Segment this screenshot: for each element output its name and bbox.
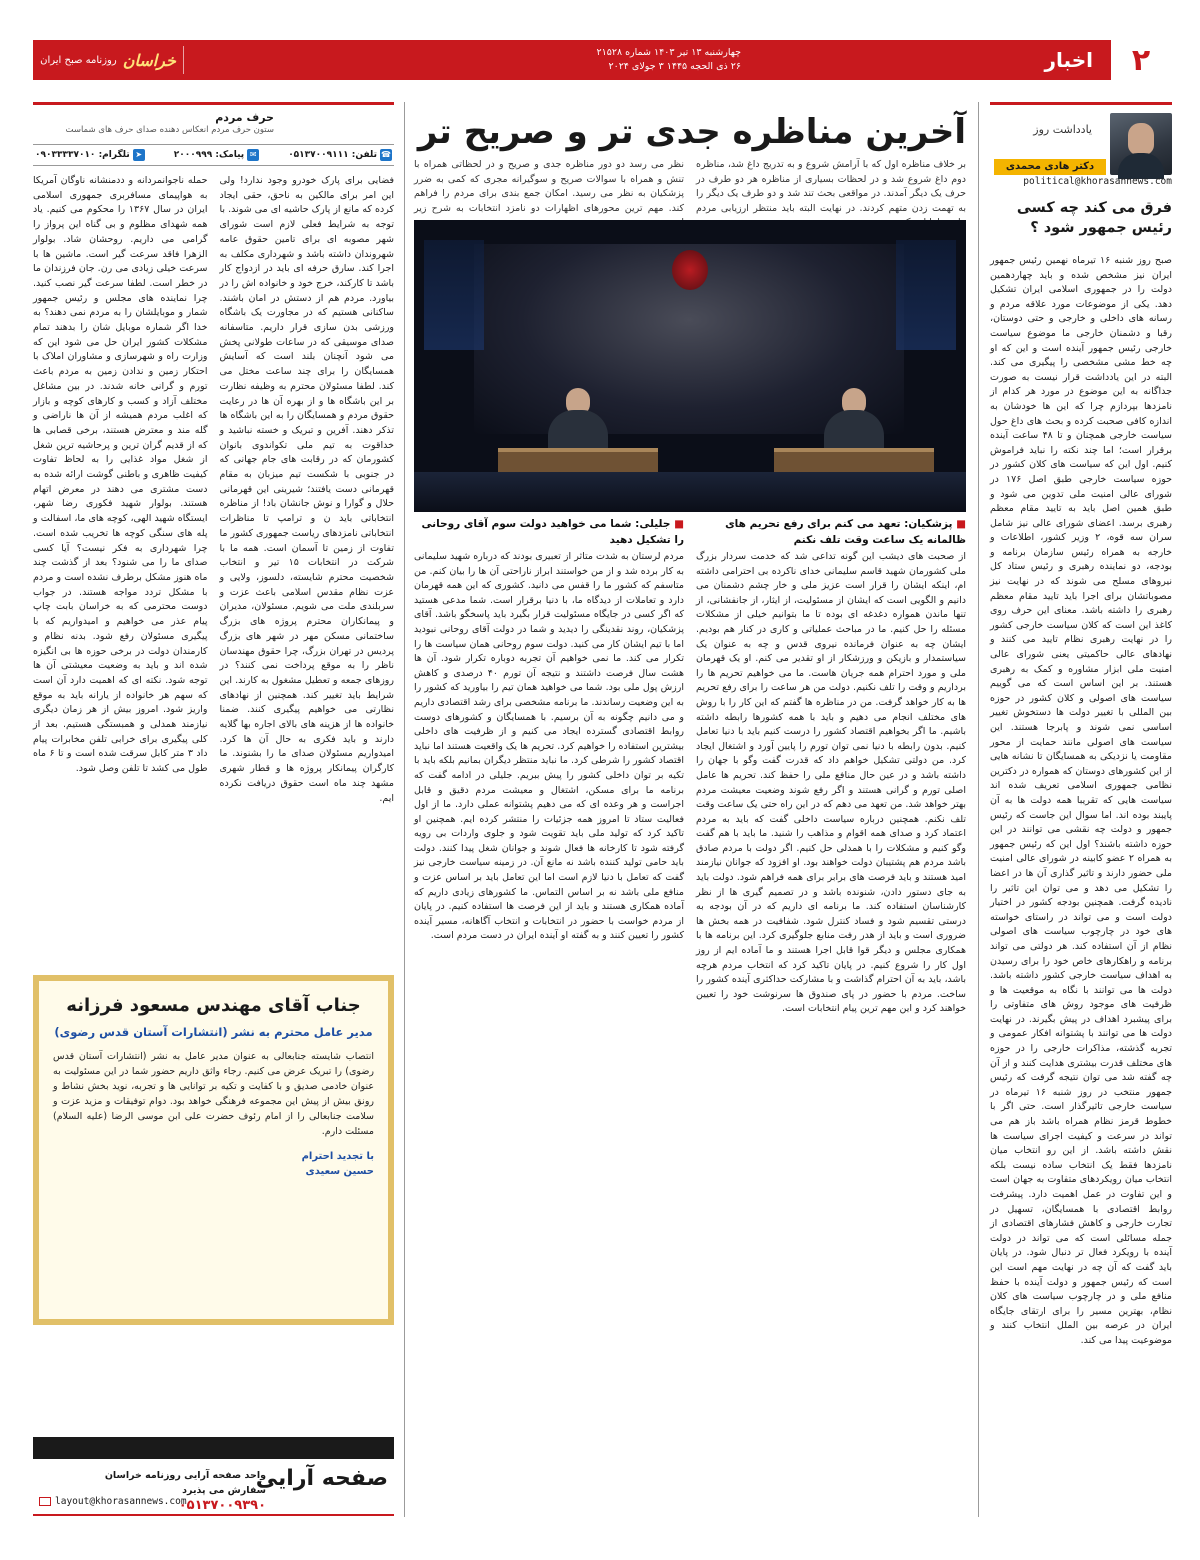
telegram-text: تلگرام: ۰۹۰۳۳۳۳۷۰۱۰ [35,150,130,160]
jalili-heading [414,516,684,548]
readers-title: حرف مردم [215,111,274,124]
editorial-header [990,102,1172,172]
issue-date-line1: چهارشنبه ۱۳ تیر ۱۴۰۳ شماره ۲۱۵۲۸ [596,47,741,58]
article-headline: آخرین مناظره جدی تر و صریح تر [417,112,966,152]
column-divider [978,102,979,1517]
pezeshkian-section [696,516,966,1516]
jalili-section [414,516,684,1516]
congrats-sign-line2: حسین سعیدی [305,1166,374,1177]
issue-date [597,46,991,74]
editorial-body: صبح روز شنبه ۱۶ تیرماه نهمین رئیس جمهور ایران نیز مشخص شده و باید چهاردهمین دولت را در جمهوری اسلامی ایران تشکیل دهد. یکی از موضوعات مورد علاقه مردم و رسانه های داخلی و خارجی و حتی دوستان، رقبا و دشمنان خارجی ما موضوع سیاست خارجی رئیس جمهور آینده است و این که او چه خط مشی مشخصی را پیگیری می کند. البته در این یادداشت قرار نیست به صورت جداگانه به این موضوع در مورد هر کدام از نامزدها بپردازم چرا که این ها خودشان به اندازه کافی صحبت کرده و بحث های داغ حول سیاست خارجی همچنان و تا ۴۸ ساعت آینده برقرار است؛ اما چند نکته را نباید فراموش کنیم. اول این که سیاست های کلان کشور در حوزه سیاست خارجی طبق اصل ۱۷۶ در شورای عالی امنیت ملی تدوین می شود و طبق همین اصل باید به تایید مقام معظم رهبری برسد. اعضای شورای عالی نیز شامل سران سه قوه، ۲ وزیر کشور، اطلاعات و خارجه به همراه رئیس سازمان برنامه و بودجه، دو نماینده رهبری و رئیس ستاد کل نیروهای مسلح می شوند که در نهایت نیز مصوباتشان برای اجرا باید تایید مقام معظم رهبری را داشته باشد. معنای این حرف روی کاغذ این است که کلان سیاست خارجی کشور را در نهایت رهبری نظام تایید می کنند و نهادهای عالی حاکمیتی یعنی شورای عالی امنیت ملی ابزار مشاوره و کمک به رهبری هستند. بر این اساس است که می گوییم سیاست های اصولی و کلان کشور در حوزه بین المللی با تغییر دولت ها دستخوش تغییر اساسی نمی شوند و پابرجا هستند. این سیاست های اصولی مانند حمایت از محور مقاومت یا نزدیکی به همسایگان تا نشانه هایی از این کشورهای دوستان که همواره در دکترین نظامی جمهوری اسلامی تعریف شده اند سیاست هایی که تقریبا همه دولت ها به آن پایبند بوده اند. اما سوال این جاست که رئیس جمهور و دولت چه نقشی می توانند در این حوزه داشته باشند؟ اول این که رئیس جمهور به همراه ۲ عضو کابینه در شورای عالی امنیت ملی حضور دارند و تاثیر گذاری آن ها در اعضا را تشکیل می دهد و می توان این تاثیر را نادیده گرفت. همچنین بودجه کشور در اختیار دولت است و می تواند در راستای خواسته های خود در چارچوب سیاست های اصولی نظام از آن استفاده کند. هر دولتی می تواند برنامه و راهکارهای خاص خود را برای رسیدن به اهداف سیاست خارجی کشور داشته باشد. دولت ها می توانند با نگاه به موقعیت ها و ظرفیت های موجود روش های متفاوتی را برای پیشبرد اهداف در پیش بگیرند. در نهایت دولت ها می توانند با پشتوانه افکار عمومی و تجربه گذشته، مذاکرات خارجی را در حوزه های مختلف قدرت بیشتری هدایت کنند و از آن چه گفته شد می توان نتیجه گرفت که رئیس جمهور منتخب در روز شنبه ۱۶ تیرماه در سیاست خارجی تاثیرگذار است. حتی اگر با خطوط قرمز نظام همراه باشد باز هم می تواند در سرعت و کیفیت اجرای سیاست ها نقش داشته باشد. از این رو انتخاب میان نامزدها فقط یک انتخاب ساده نیست بلکه انتخاب میان رویکردهای متفاوت به جهان است و این تفاوت در عمل اهمیت دارد. پیشرفت روابط اقتصادی با همسایگان، تسهیل در تجارت خارجی و کاهش فشارهای اقتصادی از جمله مسائلی است که می تواند در دولت آینده با رویکرد فعال تر دنبال شود. در پایان باید گفت که آن چه در نهایت مهم است این است که رئیس جمهور و دولت آینده با حفظ منافع ملی و در چارچوب سیاست های کلان نظام، بهترین مسیر را برای ارتقای جایگاه ایران در عرصه بین الملل انتخاب کنند و موضوعیت پیدا می کند. [990,255,1172,1346]
credit-description [105,1468,266,1498]
readers-col-left: حمله ناجوانمردانه و ددمنشانه ناوگان آمریکا به هواپیمای مسافربری جمهوری اسلامی ایران در سال ۱۳۶۷ را محکوم می کنیم. یاد همه شهدای مظلوم و بی گناه این پرواز را گرامی می داریم. روحشان شاد. بولوار الزهرا فاقد سرعت گیر است. ماشین ها با سرعت خیلی زیادی می رن. جان فرزندان ما در خطر است. لطفا سرعت گیر نصب کنید. چرا نماینده های مجلس و رئیس جمهور شمار و موبایلشان را به مردم نمی دهند؟ به خدا اگر شماره موبایل شان را بدهند تمام مشکلات کشور ایران حل می شود این که وزارت راه و شهرسازی و مشاوران املاک با احتکار زمین و ندادن زمین به مردم باعث تورم و گرانی خانه شدند. در بین مشاغل مختلف آزاد و کسب و کارهای کوچه و بازار که اغلب مردم همیشه از آن ها ناراضی و گله مند و معترض هستند، برخی قصابی ها که از قدیم گران ترین و پرحاشیه ترین شغل از شغل مواد غذایی را به لحاظ تفاوت کیفیت ظاهری و باطنی گوشت ارائه شده به دست مشتری می دهند در معرض اتهام هستند. بولوار شهید فکوری رضا شهر، ایستگاه شهید الهی، کوچه های ما، اسفالت و پله های سنگی کوچه ها تخریب شده است. چرا شهرداری به فکر نیست؟ آیا کسی صدای ما را می شنود؟ بعد از گذشت چند ماه هنوز مشکل برطرف نشده است و مردم با مشکل تردد مواجه هستند. در جواب دوست محترمی که به خراسان بابت چاپ پیام عذر می خواهیم و امیدواریم که با پیگیری مسئولان رفع شود. بدنه نظام و کارمندان دولت در برخی حوزه ها بی انگیزه شده اند و باید به وضعیت معیشتی آن ها توجه شود. نکته ای که اهمیت دارد آن است که سهم هر خانواده از یارانه باید به موقع واریز شود. امروز بیش از هر زمان دیگری نیازمند همدلی و همبستگی هستیم. بعد از کلی پیگیری برای خرابی تلفن مخابرات پیام داد ۳ متر کابل سرقت شده است و تا ۶ ماه طول می کشد تا تلفن وصل شود. [33,175,208,775]
readers-header [33,102,394,134]
jalili-body: مردم لرستان به شدت متاثر از تعبیری بودند که درباره شهید سلیمانی به کار برده شد و از من خواستند ابراز ناراحتی آن ها را بیان کنم. من متاسفم که کشور ما را قفس می دانید. کشوری که این همه قهرمان دارد و تعاملات از دیدگاه ما، با دنیا برقرار است. شما مدعی هستید که اگر کسی در جایگاه مسئولیت قرار بگیرد باید پاسخگو باشد. آقای پزشکیان، روند نقدینگی را دیدید و شما در دولت آقای روحانی نبودید اما با تیم ایشان کار می کنید. دولت سوم روحانی همان سیاست ها را تکرار می کند. ما نمی خواهیم آن تجربه دوباره تکرار شود. آن ها هشت سال فرصت داشتند و نتیجه آن تورم ۴۰ درصدی و کاهش ارزش پول ملی بود. شما می خواهید همان تیم را بیاورید که کشور را به این وضعیت رساندند. ما برنامه مشخصی برای رشد اقتصادی داریم و می دانیم چگونه به آن برسیم. با همسایگان و کشورهای دوست روابط اقتصادی گسترده ایجاد می کنیم و از ظرفیت های داخلی بیشترین استفاده را خواهیم کرد. تحریم ها یک واقعیت هستند اما نباید اقتصاد کشور را شرطی کرد. ما نباید منتظر دیگران بمانیم بلکه باید با تکیه بر توان داخلی کشور را پیش ببریم. جلیلی در ادامه گفت که برنامه ما برای مسکن، اشتغال و معیشت مردم دقیق و قابل اجراست و هر وعده ای که می دهیم پشتوانه عملی دارد. ما از اول فعالیت ستاد تا امروز همه جزئیات را منتشر کرده ایم. همچنین او تاکید کرد که تولید ملی باید تقویت شود و جلوی واردات بی رویه گرفته شود تا کارخانه ها فعال شوند و جوانان شغل پیدا کنند. دولت باید حامی تولید کننده باشد نه مانع آن. در زمینه سیاست خارجی نیز گفت که تعامل با دنیا لازم است اما این تعامل باید بر اساس عزت و منافع ملی باشد نه بر اساس التماس. ما کشورهای زیادی داریم که آماده همکاری هستند و باید از این فرصت ها استفاده کنیم. در پایان از مردم خواست با حضور در انتخابات و انتخاب آگاهانه، مسیر آینده کشور را تعیین کنند و به گفته او آینده ایران در دست مردم است. [414,551,684,942]
pezeshkian-heading [696,516,966,548]
author-photo [1110,113,1172,175]
page-number: ۲ [1131,42,1151,78]
telegram-icon: ➤ [133,149,145,161]
brand-divider [183,46,184,74]
bullet-icon: ■ [952,518,966,530]
credit-title: صفحه آرایی [255,1466,388,1491]
author-name: دکتر هادی محمدی [994,159,1106,175]
readers-messages [33,174,394,950]
author-email[interactable]: political@khorasannews.com [1023,176,1172,187]
sms-text: پیامک: ۲۰۰۰۹۹۹ [173,150,245,160]
congrats-subtitle: مدیر عامل محترم به نشر (انتشارات آستان قدس رضوی) [54,1025,373,1039]
credit-email-text: layout@khorasannews.com [55,1496,187,1507]
sms-icon: ✉ [247,149,259,161]
article-lead [414,158,966,218]
congrats-sign-line1: با تجدید احترام [301,1151,374,1162]
credit-phone[interactable]: ۰۵۱۳۷۰۰۹۳۹۰ [178,1498,266,1513]
stage-screen-left [424,240,484,350]
congrats-title: جناب آقای مهندس مسعود فرزانه [66,995,361,1016]
issue-date-line2: ۲۶ ذی الحجه ۱۴۴۵ ۳ جولای ۲۰۲۴ [608,61,741,72]
credit-bar [33,1437,394,1459]
bullet-icon: ■ [670,518,684,530]
jalili-heading-text: جلیلی: شما می خواهید دولت سوم آقای روحانی را تشکیل دهید [421,518,684,546]
brand-name: خراسان [122,50,176,70]
page-header [33,40,1171,80]
debate-photo [414,220,966,512]
editorial-column [990,102,1172,1517]
author-face [1128,123,1154,155]
readers-col-right: فضایی برای پارک خودرو وجود ندارد! ولی این امر برای مالکین به ناحق، حقی ایجاد کرده که مانع از پارک حاشیه ای می شوند. با توجه به شرایط فعلی لازم است شورای شهر مصوبه ای برای تامین حقوق عامه شهروندان داشته باشد و شهرداری مکلف به اجرا کند. سارق حرفه ای باید در ازدواج کار باشد تا کارکند، خرج خود و خانواده اش را در بیاورد. مردم هم از دستش در امان باشند. ساکنانی هستیم که در مجاورت یک باشگاه ورزشی بدن سازی قرار داریم. متاسفانه صدای موسیقی که در ساعات طولانی پخش می شود آنچنان بلند است که آسایش همسایگان را برای چند ساعت مختل می کند. لطفا مسئولان محترم به وظیفه نظارت بر این باشگاه ها و از بهره آن ها در رعایت حقوق مردم و همسایگان را به این باشگاه ها تذکر دهند. آفرین و تبریک و خسته نباشید و خداقوت به تیم ملی تکواندوی بانوان کشورمان که در رقابت های جام جهانی که در جنوبی با شکست تیم میزبان به مقام قهرمانی دست یافتند؛ شیرینی این قهرمانی حلال و گوارا و نوش جانشان باد! از مناظره انتخاباتی باید ن و ترامپ تا مناظرات انتخاباتی نامزدهای ریاست جمهوری کشور ما تفاوت از زمین تا آسمان است. همه ما با شرکت در انتخابات ۱۵ تیر و انتخاب شخصیت محترم شایسته، دلسوز، ولایی و عزت نظام مقدس اسلامی باعث عزت و سربلندی ملت می شویم. مسئولان، مدیران و پیمانکاران محترم پروژه های بزرگ ساختمانی مسکن مهر در شهر های بزرگ پردیس در تهران بزرگ، چرا حقوق مهندسان ناظر را به موقع پرداخت نمی کنند؟ در روزهای جمعه و تعطیل مشغول به کارند. این شرایط باید تغییر کند. همچنین از نهادهای نظارتی می خواهیم پیگیری کنند. ضمنا خانواده ها از هزینه های بالای اجاره بها گلایه دارند و باید فکری به حال آن ها کرد. امیدواریم مسئولان صدای ما را بشنوند. ما کارگران پیمانکار پروژه ها و قطار شهری مشهد چند ماه است حقوق دریافت نکرده ایم. [219,175,394,804]
article-columns [414,516,966,1516]
lead-right: بر خلاف مناظره اول که با آرامش شروع و به تدریج داغ شد، مناظره دوم داغ شروع شد و در لحظات بسیاری از مناظره هر دو طرف در حرف یک دیگر آمدند. در مواقعی بحث تند شد و دو طرف یک دیگر را به تهمت زدن متهم کردند. در نهایت البته باید منتظر ارزیابی مردم [696,159,966,214]
stage-floor [414,472,966,512]
readers-contact-bar [33,144,394,166]
editorial-title: فرق می کند چه کسی رئیس جمهور شود ؟ [1016,200,1172,236]
brand-logo [33,40,183,80]
telegram-contact[interactable] [35,149,145,161]
mail-icon [39,1497,51,1506]
national-emblem-icon [672,250,708,290]
column-divider-left [404,102,405,1517]
phone-text: تلفن: ۰۵۱۳۷۰۰۹۱۱۱ [288,150,377,160]
congrats-signature [53,1149,374,1179]
readers-subtitle: ستون حرف مردم انعکاس دهنده صدای حرف های شماست [65,125,274,135]
congratulation-notice [33,975,394,1325]
pezeshkian-heading-text: پزشکیان: تعهد می کنم برای رفع تحریم های ظالمانه یک ساعت وقت تلف نکنم [725,518,966,546]
congrats-body: انتصاب شایسته جنابعالی به عنوان مدیر عامل به نشر (انتشارات آستان قدس رضوی) را تبریک عرض می کنیم. رجاء واثق داریم حضور شما در این مسئولیت به عنوان خادمی صدیق و با کفایت و تکیه بر توانایی ها و تجربه، نوید بخش نشاط و رونق بیش از پیش این مجموعه فرهنگی خواهد بود. دوام توفیقات و مزید عزت و سلامت جنابعالی را از امام رئوف حضرت علی ابن موسی الرضا (علیه السلام) مسئلت دارم. [53,1051,374,1137]
section-bar [33,40,1111,80]
credit-email[interactable] [39,1496,187,1507]
main-article [414,102,966,1517]
readers-column [33,102,394,950]
editorial-label: یادداشت روز [1033,123,1092,136]
brand-tagline: روزنامه صبح ایران [40,54,117,66]
pezeshkian-body: از صحبت های دیشب این گونه تداعی شد که خدمت سردار بزرگ ملی کشورمان شهید قاسم سلیمانی خدای ناکرده بی احترامی داشته ام، اینکه ایشان را قرار است عزیز ملی و خار چشم دشمنان می دانیم و الگویی است که ایشان از مسئولیت، از ایثار، از جانفشانی، از تنها ماندن همواره دغدغه ای بوده تا ما بتوانیم خیلی از مشکلات مسئله را حل کنیم. ما در مباحث عملیاتی و کاری در کنار هم بودیم. ایشان چه به عنوان فرمانده نیروی قدس و چه به عنوان یک سیاستمدار و بازیکن و ورزشکار از او تقدیر می کنم. او یک قهرمان ملی و مورد احترام همه جریان هاست. ما می خواهیم تحریم ها را برداریم و وقت را تلف نکنیم. دولت من هر ساعت را برای رفع تحریم ها به کار خواهد گرفت. من در مناظره ها گفتم که این کار را با روش های مختلف انجام می دهیم و باید با همه کشورها رابطه داشته باشیم. ما اگر بخواهیم اقتصاد کشور را درست کنیم باید با دنیا تعامل کنیم. بدون رابطه با دنیا نمی توان تورم را پایین آورد و اشتغال ایجاد کرد. من دولتی تشکیل خواهم داد که قدرت گفت وگو با جهان را داشته باشد و در عین حال منافع ملی را حفظ کند. تحریم ها عامل اصلی تورم و گرانی هستند و اگر رفع شوند وضعیت معیشت مردم بهتر خواهد شد. من تعهد می دهم که در این راه حتی یک ساعت وقت تلف نکنم. همچنین درباره سیاست داخلی گفت که باید به مردم اعتماد کرد و صدای همه اقوام و مذاهب را شنید. ما باید با هم گفت وگو کنیم و مشکلات را با همدلی حل کنیم. اگر دولت با مردم صادق باشد مردم هم پشتیبان دولت خواهند بود. او افزود که جوانان نیازمند امید هستند و باید فرصت های برابر برای همه فراهم شود. دولت باید به جای دستور دادن، شنونده باشد و در تصمیم گیری ها از نظر کارشناسان استفاده کند. ما برنامه ای داریم که در آن بودجه به درستی تقسیم شود و فساد کنترل شود. شفافیت در همه بخش ها ضروری است و باید از هدر رفت منابع جلوگیری کرد. این برنامه ها با همکاری مجلس و دیگر قوا قابل اجرا هستند و ما آماده ایم از روز اول کار را شروع کنیم. در پایان تاکید کرد که انتخاب مردم هرچه باشد، باید به آن احترام گذاشت و با مشارکت حداکثری آینده کشور را ساخت. مردم با حضور در پای صندوق ها سرنوشت خود را تعیین خواهند کرد و این مهم ترین پیام انتخابات است. [696,551,966,1015]
layout-service-ad [33,1460,394,1516]
stage-screen-right [896,240,956,350]
phone-contact[interactable] [288,149,392,161]
section-title: اخبار [1044,48,1093,72]
credit-line1: واحد صفحه آرایی روزنامه خراسان [104,1470,266,1481]
lead-left: نظر می رسد دو دور مناظره جدی و صریح و در لحظاتی همراه با تنش و همراه با سوالات صریح و سوگیرانه مجری که کمی به ضرر پزشکیان به نظر می رسید. امکان جمع بندی برای مردم را فراهم کند. مهم ترین محورهای اظهارات دو نامزد انتخابات به شرح زیر [414,159,684,214]
credit-line2: سفارش می پذیرد [182,1485,266,1496]
sms-contact[interactable] [174,149,259,161]
phone-icon: ☎ [381,150,391,159]
